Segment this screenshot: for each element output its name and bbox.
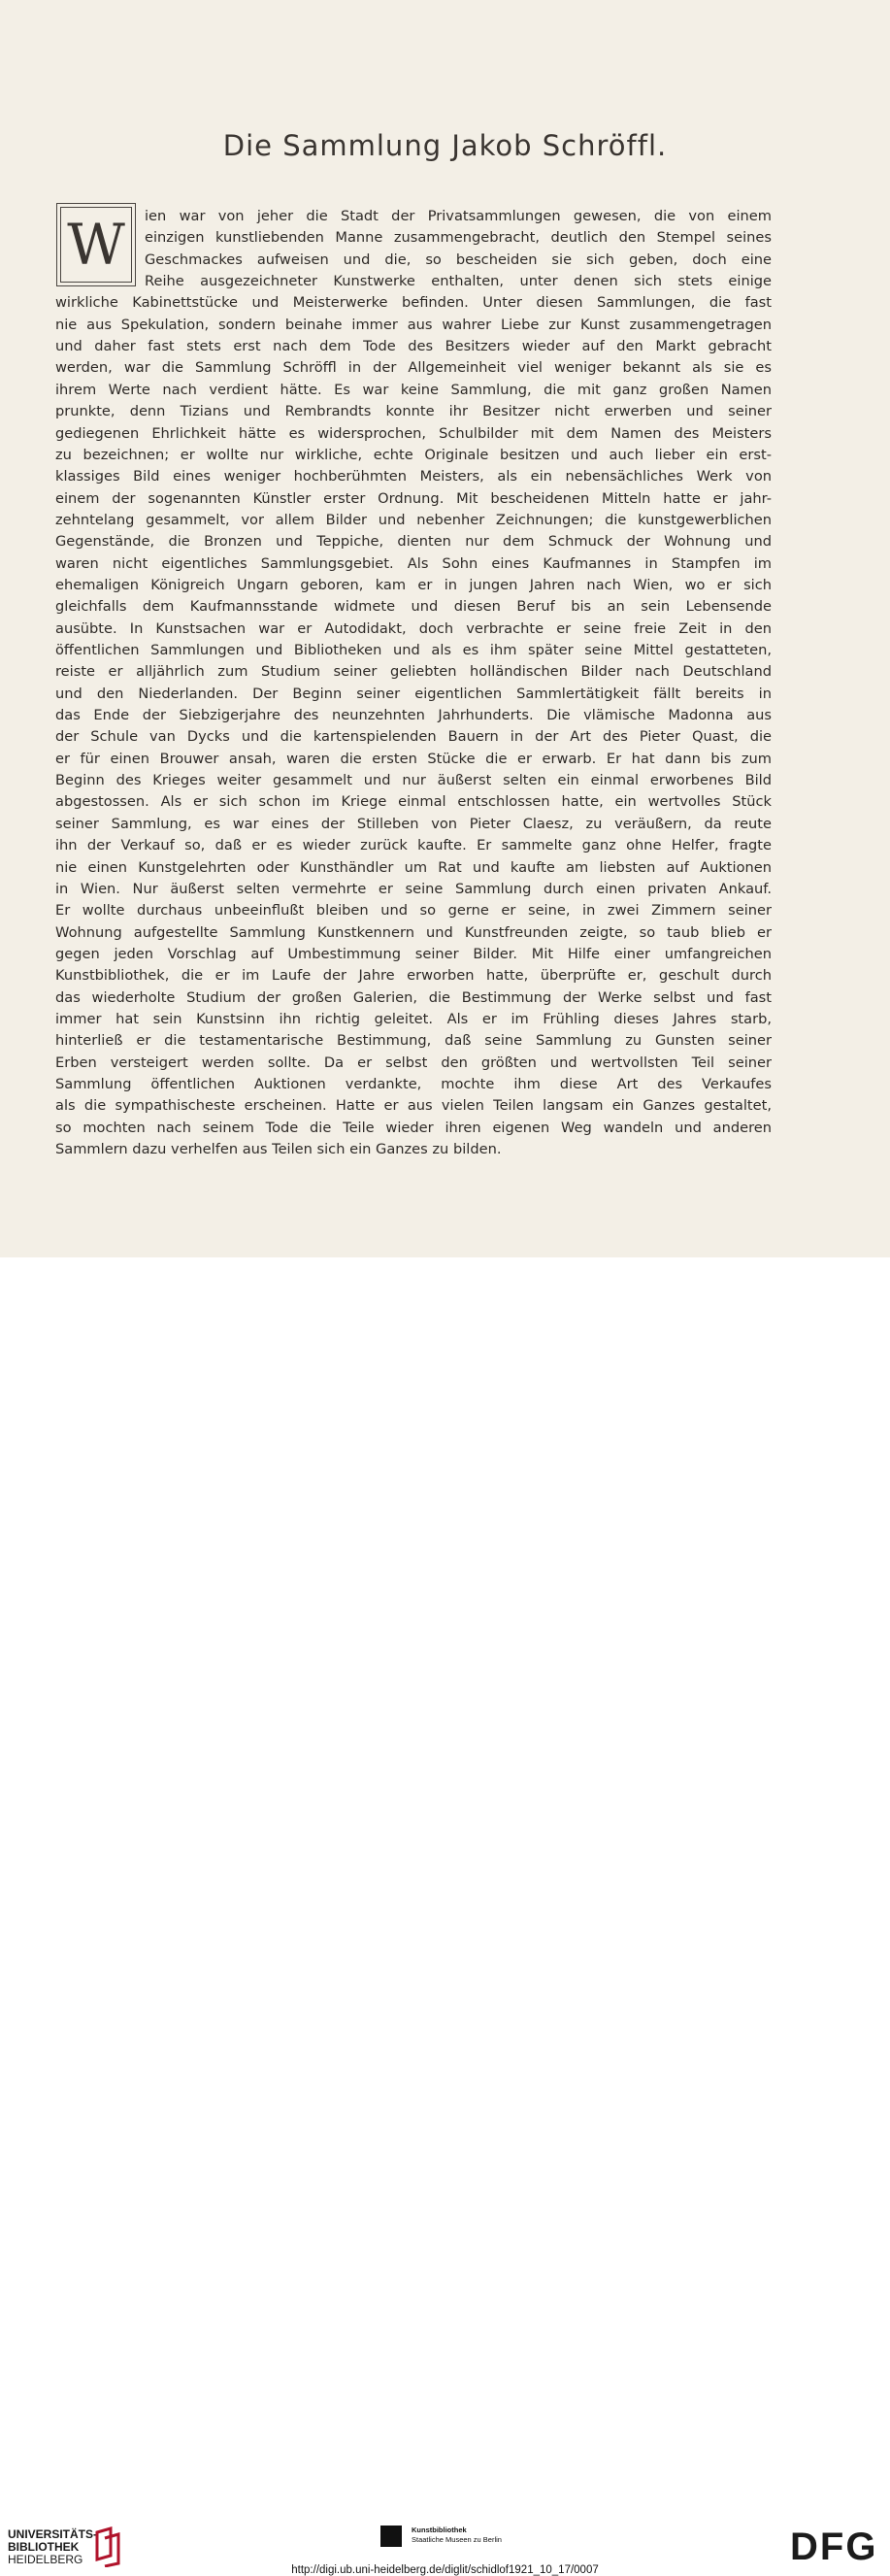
text-line: waren nicht eigentliches Sammlungsgebiet. Als Sohn eines Kaufmannes in Stampfen im [55,554,772,572]
text-line: reiste er alljährlich zum Studium seiner geliebten holländischen Bilder nach Deutschland [55,663,772,681]
text-line: klassiges Bild eines weniger hochberühmten Meisters, als ein nebensächliches Werk von [55,468,772,485]
text-line: das Ende der Siebzigerjahre des neunzehnten Jahrhunderts. Die vlämische Madonna aus [55,707,772,724]
text-line: prunkte, denn Tizians und Rembrandts konnte ihr Besitzer nicht erwerben und seiner [55,403,772,420]
dfg-logo: DFG [790,2526,878,2568]
text-line: gegen jeden Vorschlag auf Umbestimmung seiner Bilder. Mit Hilfe einer umfangreichen [55,945,772,962]
text-line: öffentlichen Sammlungen und Bibliotheken und als es ihm später seine Mittel gestatteten, [55,642,772,658]
page-title: Die Sammlung Jakob Schröffl. [222,129,668,162]
text-line: nie einen Kunstgelehrten oder Kunsthändler um Rat und kaufte am liebsten auf Auktionen [55,858,772,876]
text-line: Er wollte durchaus unbeeinflußt bleiben und so gerne er seine, in zwei Zimmern seiner [55,902,772,920]
text-line: so mochten nach seinem Tode die Teile wieder ihren eigenen Weg wandeln und anderen [55,1119,772,1136]
text-line: einzigen kunstliebenden Manne zusammengebracht, deutlich den Stempel seines [145,229,772,247]
text-line: immer hat sein Kunstsinn ihn richtig geleitet. Als er im Frühling dieses Jahres starb, [55,1010,772,1027]
text-line: Sammlung öffentlichen Auktionen verdankte, mochte ihm diese Art des Verkaufes [55,1076,772,1092]
text-line: abgestossen. Als er sich schon im Kriege einmal entschlossen hatte, ein wertvolles Stück [55,793,772,811]
text-line: Erben versteigert werden sollte. Da er selbst den größten und wertvollsten Teil seiner [55,1054,772,1071]
library-line-3: HEIDELBERG [8,2553,83,2566]
text-line: ihn der Verkauf so, daß er es wieder zurück kaufte. Er sammelte ganz ohne Helfer, fragte [55,837,772,854]
text-line: werden, war die Sammlung Schröffl in der Allgemeinheit viel weniger bekannt als sie es [55,359,772,377]
text-line: zu bezeichnen; er wollte nur wirkliche, echte Originale besitzen und auch lieber ein erst- [55,446,772,463]
text-line: das wiederholte Studium der großen Galerien, die Bestimmung der Werke selbst und fast [55,988,772,1006]
text-line: nie aus Spekulation, sondern beinahe immer aus wahrer Liebe zur Kunst zusammengetragen [55,316,772,333]
text-line: Beginn des Krieges weiter gesammelt und nur äußerst selten ein einmal erworbenes Bild [55,772,772,789]
text-line: Wohnung aufgestellte Sammlung Kunstkennern und Kunstfreunden zeigte, so taub blieb er [55,923,772,941]
text-line: Reihe ausgezeichneter Kunstwerke enthalten, unter denen sich stets einige [145,273,772,290]
library-line-2: BIBLIOTHEK [8,2540,80,2554]
text-line: der Schule van Dycks und die kartenspielenden Bauern in der Art des Pieter Quast, die [55,728,772,746]
kb-line-1: Kunstbibliothek [412,2526,467,2534]
text-line: Gegenstände, die Bronzen und Teppiche, dienten nur dem Schmuck der Wohnung und [55,533,772,551]
library-line-1: UNIVERSITÄTS- [8,2527,98,2541]
text-line: ausübte. In Kunstsachen war er Autodidakt, doch verbrachte er seine freie Zeit in den [55,619,772,637]
text-line: ien war von jeher die Stadt der Privatsammlungen gewesen, die von einem [145,208,772,224]
initial-letter-box [56,203,136,286]
text-line: und den Niederlanden. Der Beginn seiner eigentlichen Sammlertätigkeit fällt bereits in [55,685,772,702]
text-line: in Wien. Nur äußerst selten vermehrte er seine Sammlung durch einen privaten Ankauf. [55,880,772,897]
text-line: seiner Sammlung, es war eines der Stilleben von Pieter Claesz, zu veräußern, da reute [55,815,772,832]
kb-line-2: Staatliche Museen zu Berlin [412,2535,502,2544]
kunstbibliothek-logo-icon [380,2526,402,2547]
university-library-logo-icon [93,2526,122,2567]
scanned-page [0,0,890,1257]
kunstbibliothek-label [412,2526,502,2545]
university-library-label [8,2528,97,2566]
text-line: als die sympathischeste erscheinen. Hatte er aus vielen Teilen langsam ein Ganzes gestaltet, [55,1097,772,1115]
text-line: er für einen Brouwer ansah, waren die ersten Stücke die er erwarb. Er hat dann bis zum [55,750,772,767]
text-line: hinterließ er die testamentarische Bestimmung, daß seine Sammlung zu Gunsten seiner [55,1032,772,1050]
text-line: Sammlern dazu verhelfen aus Teilen sich ein Ganzes zu bilden. [55,1141,502,1158]
page-url-link[interactable]: http://digi.ub.uni-heidelberg.de/diglit/schidlof1921_10_17/0007 [291,2564,599,2576]
text-line: und daher fast stets erst nach dem Tode des Besitzers wieder auf den Markt gebracht [55,338,772,355]
text-line: Geschmackes aufweisen und die, so bescheiden sie sich geben, doch eine [145,251,772,268]
text-line: gediegenen Ehrlichkeit hätte es widersprochen, Schulbilder mit dem Namen des Meisters [55,424,772,442]
text-line: ehemaligen Königreich Ungarn geboren, kam er in jungen Jahren nach Wien, wo er sich [55,576,772,593]
text-line: ihrem Werte nach verdient hätte. Es war keine Sammlung, die mit ganz großen Namen [55,381,772,398]
initial-letter: W [60,207,132,283]
text-line: gleichfalls dem Kaufmannsstande widmete und diesen Beruf bis an sein Lebensende [55,598,772,616]
footer-bar [0,1257,890,2576]
text-line: einem der sogenannten Künstler erster Ordnung. Mit bescheidenen Mitteln hatte er jahr- [55,489,772,507]
text-line: wirkliche Kabinettstücke und Meisterwerke befinden. Unter diesen Sammlungen, die fast [55,294,772,312]
text-line: Kunstbibliothek, die er im Laufe der Jahre erworben hatte, überprüfte er, geschult durch [55,967,772,985]
text-line: zehntelang gesammelt, vor allem Bilder und nebenher Zeichnungen; die kunstgewerblichen [55,511,772,528]
